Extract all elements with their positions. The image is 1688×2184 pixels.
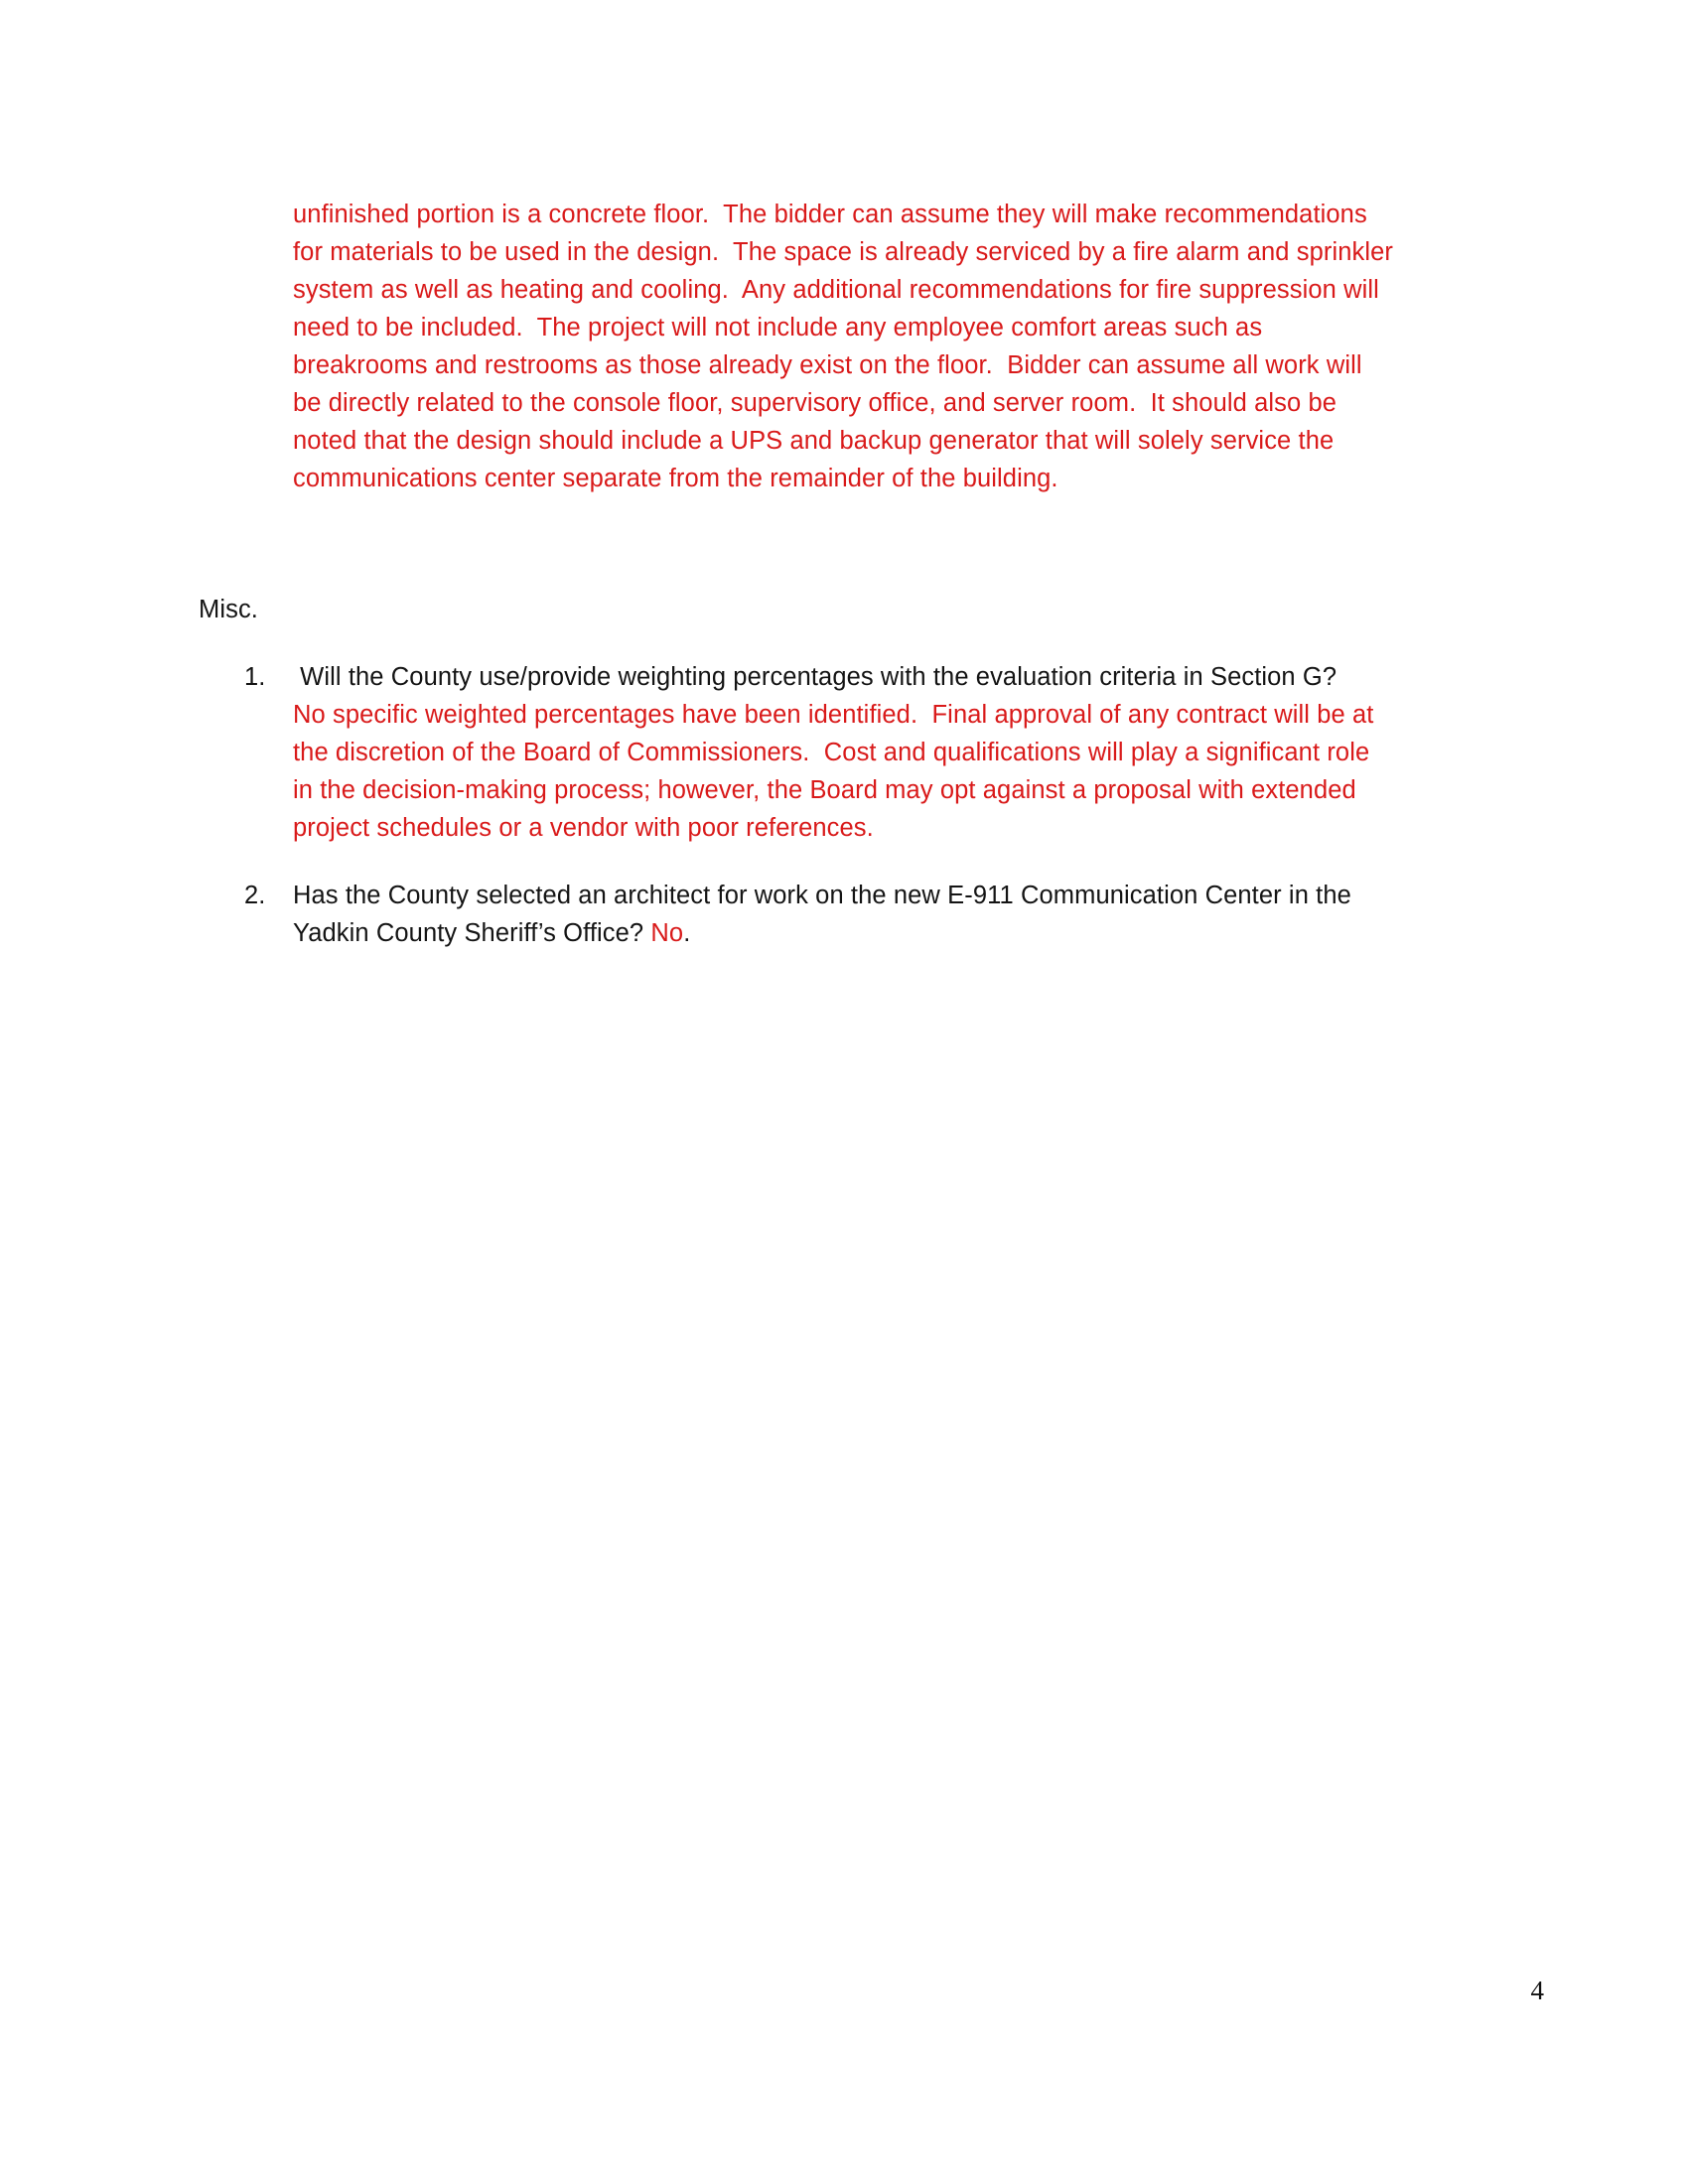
section-heading: Misc. [199,596,258,623]
paragraph-line: be directly related to the console floor, supervisory office, and server room. It should also be [293,389,1337,417]
trailing-period: . [683,919,691,947]
list-item-body [293,877,1476,952]
paragraph-line: need to be included. The project will not include any employee comfort areas such as [293,314,1263,341]
list-item-body [293,658,1476,847]
list-item-marker: 1. [244,663,266,691]
question-line: Has the County selected an architect for work on the new E-911 Communication Center in the [293,882,1351,909]
answer-line: No specific weighted percentages have been identified. Final approval of any contract will be at [293,701,1374,729]
question-line-with-answer [293,914,1476,952]
answer-line: in the decision-making process; however, the Board may opt against a proposal with extended [293,776,1356,804]
list-item [244,658,1476,847]
paragraph-line: communications center separate from the remainder of the building. [293,465,1058,492]
paragraph-line: system as well as heating and cooling. Any additional recommendations for fire suppression will [293,276,1379,304]
list-item [244,877,1476,952]
answer-line: project schedules or a vendor with poor references. [293,814,874,842]
qa-list [244,658,1476,976]
paragraph-line: noted that the design should include a UPS and backup generator that will solely service the [293,427,1335,455]
list-item-marker: 2. [244,882,266,909]
paragraph-line: for materials to be used in the design. The space is already serviced by a fire alarm and sprinkler [293,238,1393,266]
question-text-before: Yadkin County Sheriff’s Office? [293,919,651,947]
intro-paragraph [293,196,1465,497]
paragraph-line: unfinished portion is a concrete floor. The bidder can assume they will make recommendations [293,201,1367,228]
answer-line: the discretion of the Board of Commissioners. Cost and qualifications will play a significant role [293,739,1370,766]
page-number: 4 [1530,1976,1544,2005]
question-line: Will the County use/provide weighting percentages with the evaluation criteria in Section G? [293,663,1337,691]
paragraph-line: breakrooms and restrooms as those already exist on the floor. Bidder can assume all work will [293,351,1362,379]
inline-answer: No [650,919,684,947]
